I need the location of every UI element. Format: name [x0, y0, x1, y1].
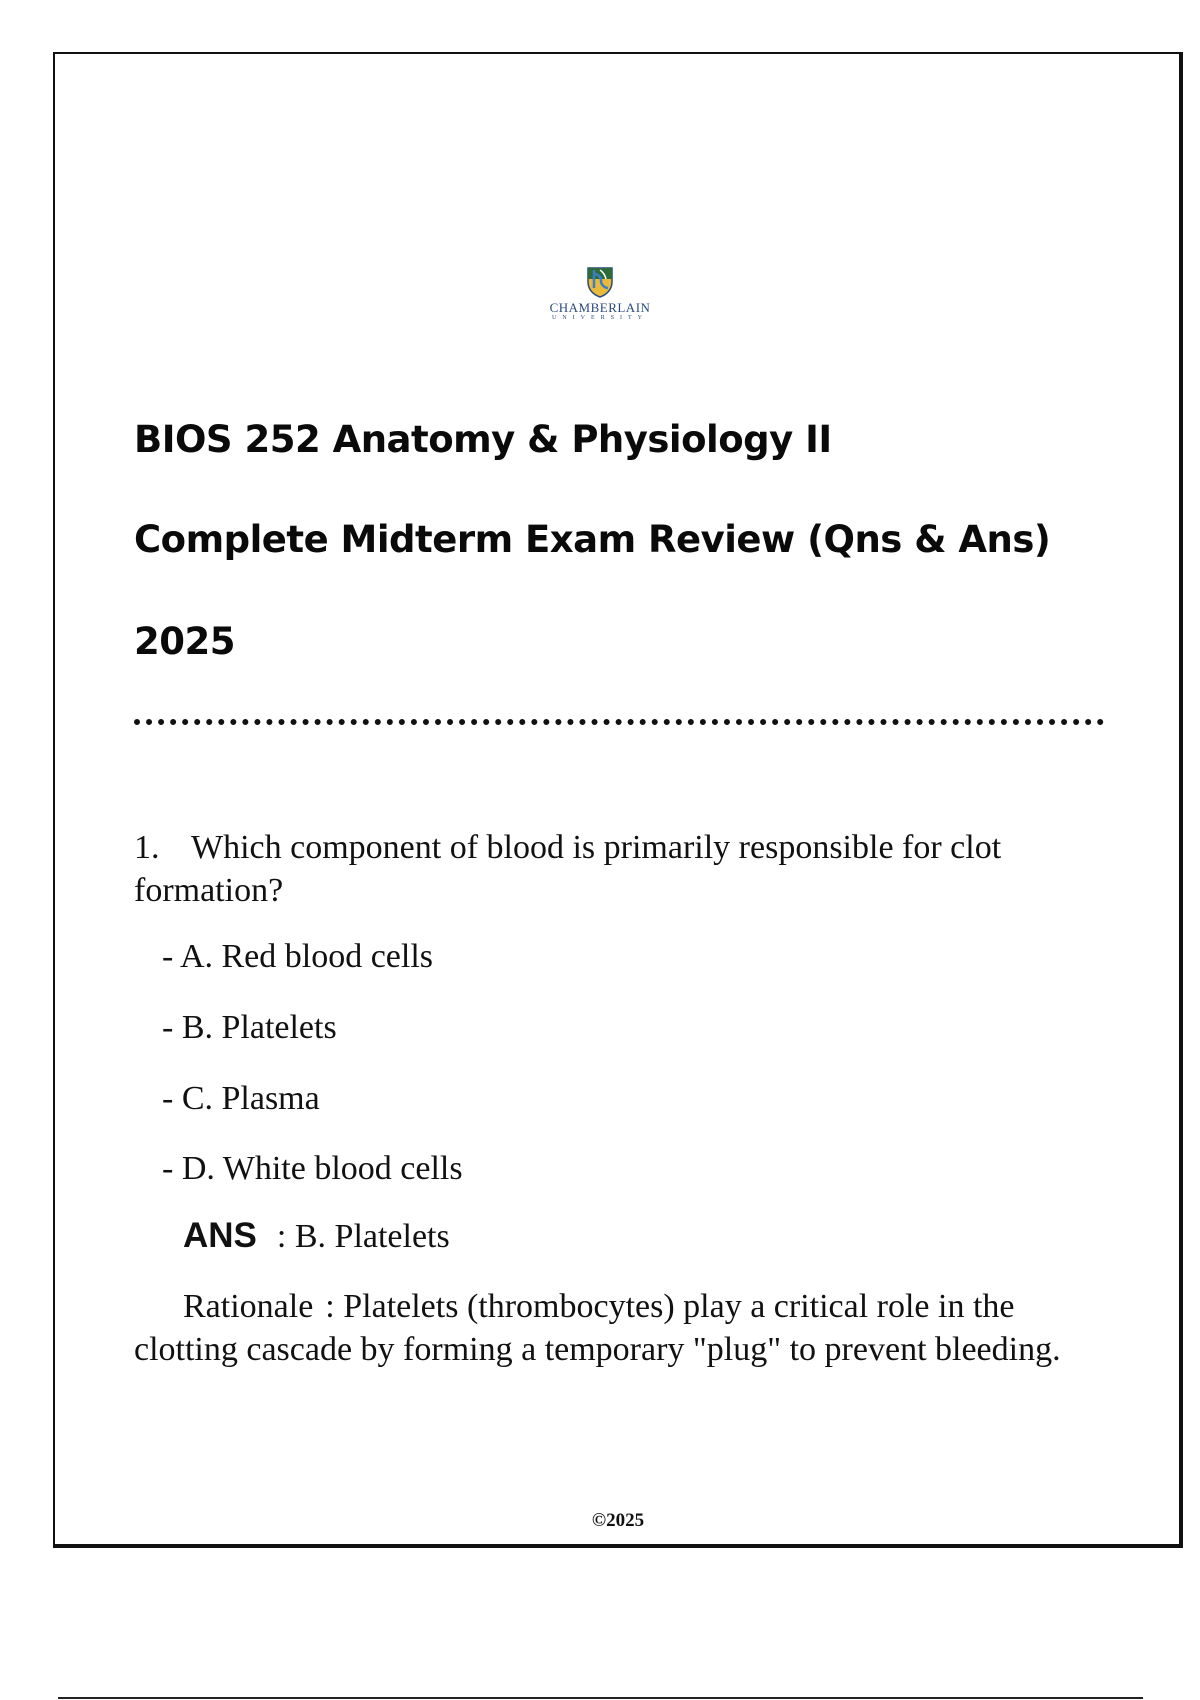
- answer-label: ANS: [183, 1216, 257, 1255]
- rationale-label: Rationale: [183, 1288, 314, 1325]
- question-number: 1.: [134, 829, 160, 866]
- document-title-line-2: Complete Midterm Exam Review (Qns & Ans): [134, 518, 1051, 561]
- next-page-edge: [58, 1697, 1143, 1699]
- copyright-footer: ©2025: [591, 1510, 645, 1531]
- question-text: Which component of blood is primarily responsible for clot formation?: [134, 829, 1002, 909]
- answer-value: : B. Platelets: [276, 1218, 450, 1255]
- shield-crest-icon: [586, 266, 614, 298]
- university-logo: [535, 266, 665, 322]
- document-title-line-1: BIOS 252 Anatomy & Physiology II: [134, 418, 832, 461]
- document-title-year: 2025: [134, 620, 235, 663]
- logo-name: CHAMBERLAIN: [549, 300, 651, 315]
- option-a: - A. Red blood cells: [162, 938, 434, 975]
- logo-subtitle: UNIVERSITY: [552, 315, 648, 321]
- answer-line: [183, 1216, 450, 1256]
- question-1: [134, 826, 1094, 912]
- option-d: - D. White blood cells: [162, 1150, 463, 1187]
- dotted-divider: [134, 719, 1104, 725]
- option-c: - C. Plasma: [162, 1080, 320, 1117]
- option-b: - B. Platelets: [162, 1009, 337, 1046]
- rationale: [134, 1285, 1094, 1371]
- rationale-text: : Platelets (thrombocytes) play a critical role in the clotting cascade by forming a temporary "plug" to prevent bleeding.: [134, 1288, 1061, 1368]
